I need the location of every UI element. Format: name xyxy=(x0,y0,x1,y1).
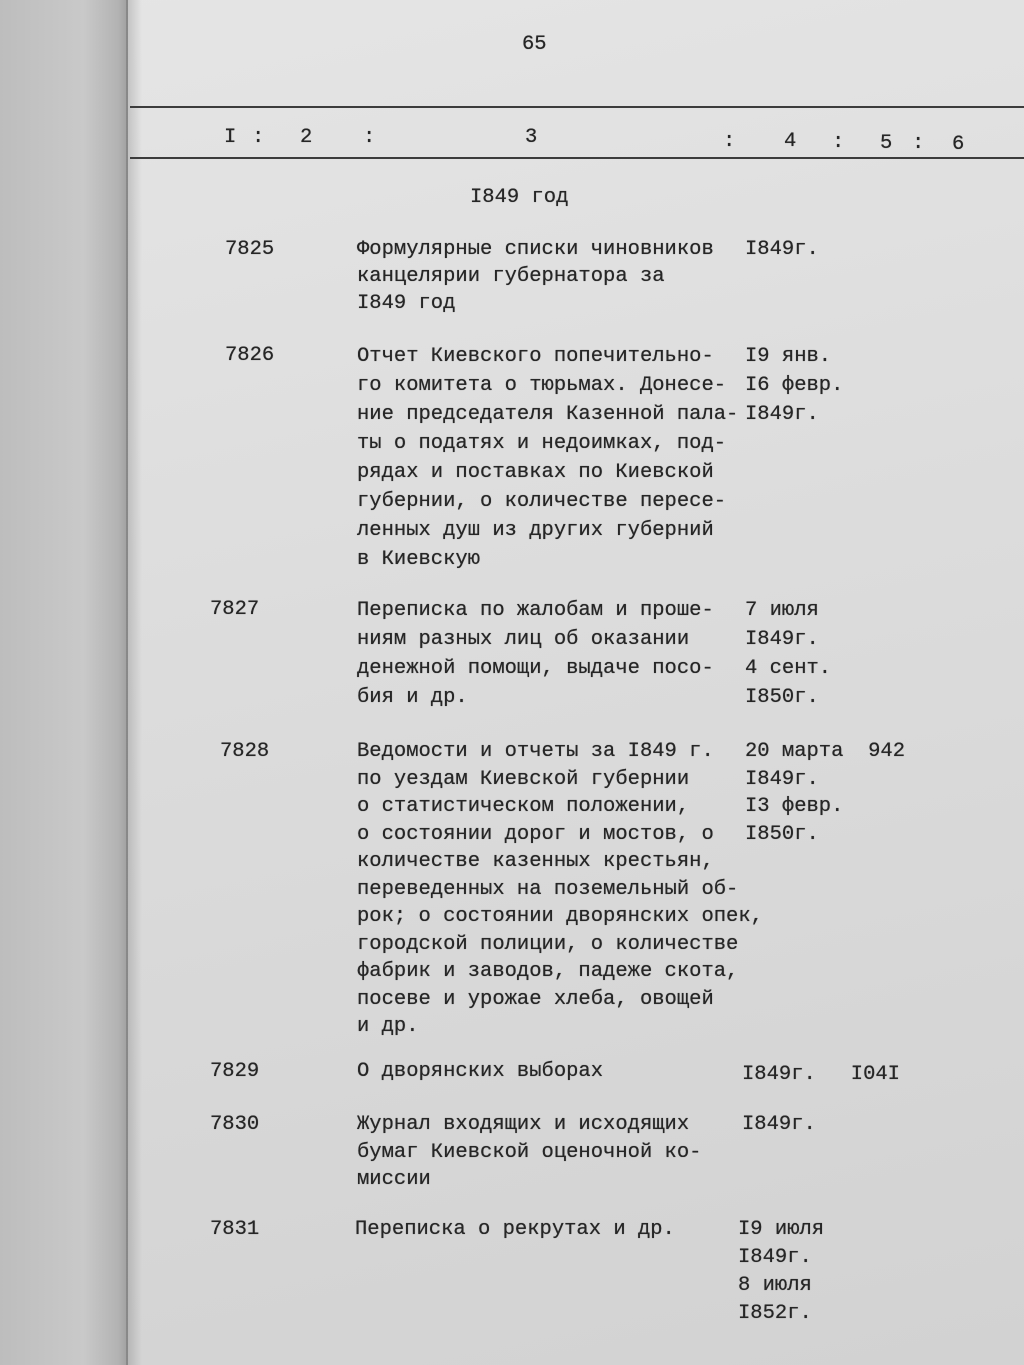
entry-description xyxy=(357,596,714,712)
description-line: О дворянских выборах xyxy=(357,1060,604,1083)
date-line: I6 февр. xyxy=(745,374,844,397)
date-line: I849г. xyxy=(745,767,819,791)
description-line: Журнал входящих и исходящих xyxy=(357,1113,690,1136)
description-line: Переписка по жалобам и проше- xyxy=(357,599,714,622)
column-header-3: 3 xyxy=(525,126,538,149)
entry-number: 7826 xyxy=(225,344,275,367)
description-line: бия и др. xyxy=(357,686,468,709)
date-line: 20 марта xyxy=(745,740,844,763)
entry-dates xyxy=(745,236,819,263)
description-line: фабрик и заводов, падеже скота, xyxy=(357,960,739,983)
description-line: городской полиции, о количестве xyxy=(357,932,739,956)
date-line: I9 июля xyxy=(738,1218,825,1241)
entry-column-5-value: 942 xyxy=(868,740,905,763)
column-header-4: 4 xyxy=(784,130,797,153)
column-separator: : xyxy=(723,130,736,153)
description-line: ние председателя Казенной пала- xyxy=(357,403,739,426)
description-line: по уездам Киевской губернии xyxy=(357,767,690,791)
column-header-6: 6 xyxy=(952,133,965,156)
description-line: о состоянии дорог и мостов, о xyxy=(357,822,714,846)
column-separator: : xyxy=(252,126,265,149)
description-line: миссии xyxy=(357,1168,431,1191)
date-line: I849г. xyxy=(738,1246,812,1269)
column-header-5: 5 xyxy=(880,132,893,155)
date-line: I9 янв. xyxy=(745,345,832,368)
description-line: губернии, о количестве пересе- xyxy=(357,490,727,513)
description-line: Переписка о рекрутах и др. xyxy=(355,1218,675,1241)
entry-dates xyxy=(745,738,843,848)
entry-number: 7830 xyxy=(210,1113,260,1136)
description-line: ты о податях и недоимках, под- xyxy=(357,432,727,455)
description-line: переведенных на поземельный об- xyxy=(357,877,739,901)
description-line: и др. xyxy=(357,1015,419,1038)
description-line: рок; о состоянии дворянских опек, xyxy=(357,905,763,928)
entry-description xyxy=(357,738,763,1041)
date-line: I849г. xyxy=(742,1113,816,1136)
description-line: количестве казенных крестьян, xyxy=(357,850,714,873)
description-line: посеве и урожае хлеба, овощей xyxy=(357,987,714,1011)
entry-number: 7827 xyxy=(210,598,260,621)
description-line: канцелярии губернатора за xyxy=(357,265,665,288)
date-line: 4 сент. xyxy=(745,657,832,680)
entry-dates xyxy=(745,342,843,429)
date-line: I850г. xyxy=(745,686,819,709)
date-line: 8 июля xyxy=(738,1274,812,1297)
description-line: ниям разных лиц об оказании xyxy=(357,628,690,651)
entry-number: 7828 xyxy=(220,740,270,763)
description-line: го комитета о тюрьмах. Донесе- xyxy=(357,374,727,397)
entry-description xyxy=(357,1058,603,1086)
date-line: I3 февр. xyxy=(745,795,844,818)
entry-number: 7825 xyxy=(225,238,275,261)
description-line: Ведомости и отчеты за I849 г. xyxy=(357,740,714,763)
column-header-1: I xyxy=(224,126,237,149)
column-separator: : xyxy=(832,131,845,154)
entry-dates xyxy=(742,1111,816,1139)
date-line: I850г. xyxy=(745,822,819,846)
column-separator: : xyxy=(363,126,376,149)
column-separator: : xyxy=(912,132,925,155)
entry-description xyxy=(355,1216,675,1244)
page-number: 65 xyxy=(522,33,547,56)
section-heading: I849 год xyxy=(470,186,569,209)
entry-dates xyxy=(742,1061,816,1089)
entry-dates xyxy=(745,596,831,712)
date-line: I852г. xyxy=(738,1302,812,1325)
description-line: Формулярные списки чиновников xyxy=(357,238,714,261)
entry-description xyxy=(357,1111,701,1194)
description-line: рядах и поставках по Киевской xyxy=(357,461,714,484)
description-line: денежной помощи, выдаче посо- xyxy=(357,657,714,680)
entry-column-5-value: I04I xyxy=(850,1063,900,1086)
entry-number: 7829 xyxy=(210,1060,260,1083)
date-line: I849г. xyxy=(745,628,819,651)
entry-number: 7831 xyxy=(210,1218,260,1241)
entry-description xyxy=(357,236,714,317)
description-line: ленных душ из других губерний xyxy=(357,519,714,542)
entry-description xyxy=(357,342,738,574)
date-line: I849г. xyxy=(742,1063,816,1086)
date-line: I849г. xyxy=(745,238,819,261)
date-line: I849г. xyxy=(745,403,819,426)
description-line: в Киевскую xyxy=(357,548,481,571)
description-line: о статистическом положении, xyxy=(357,795,690,818)
description-line: Отчет Киевского попечительно- xyxy=(357,345,714,368)
date-line: 7 июля xyxy=(745,599,819,622)
description-line: бумаг Киевской оценочной ко- xyxy=(357,1140,702,1164)
entry-dates xyxy=(738,1216,824,1328)
description-line: I849 год xyxy=(357,292,456,315)
column-header-2: 2 xyxy=(300,126,313,149)
